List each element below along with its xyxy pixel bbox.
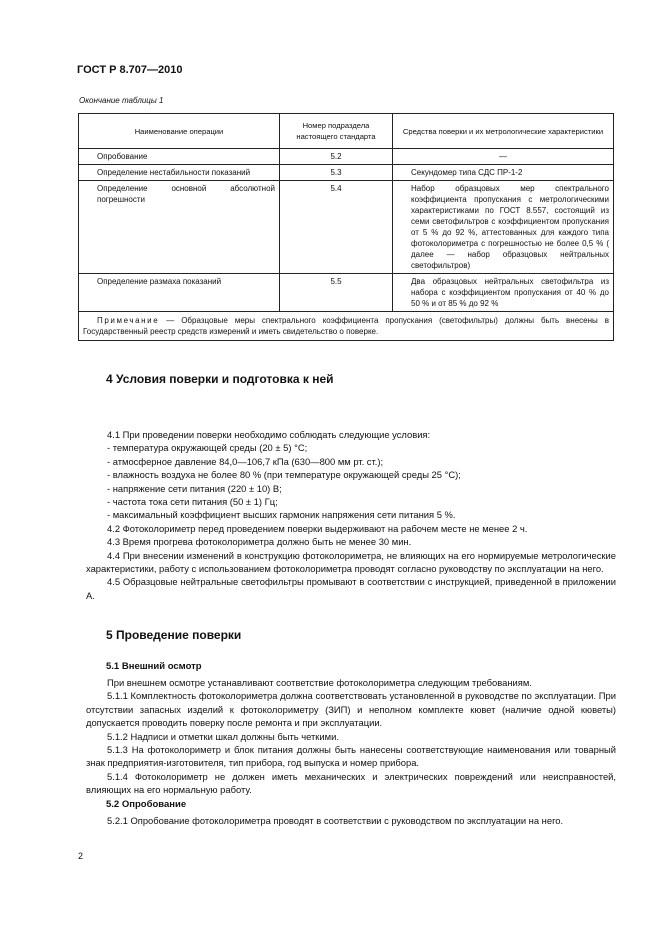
paragraph: 5.1.1 Комплектность фотоколориметра должна соответствовать установленной в руководстве по эксплуатации. При отсутствии запасных изделий к фотоколориметру (ЗИП) и неполном комплекте кювет (наличие одной кюветы) допускается проводить поверку после ремонта и при эксплуатации. <box>86 690 616 729</box>
condition-item: - частота тока сети питания (50 ± 1) Гц; <box>107 496 278 508</box>
cell-operation: Определение основной абсолютной погрешности <box>79 181 280 274</box>
condition-item: - влажность воздуха не более 80 % (при температуре окружающей среды 25 °С); <box>107 469 461 481</box>
table-row <box>79 274 614 312</box>
note-label: Примечание <box>97 316 160 325</box>
section-5-1-body <box>86 676 616 797</box>
table-row <box>79 165 614 181</box>
condition-item: - максимальный коэффициент высших гармоник напряжения сети питания 5 %. <box>107 509 456 521</box>
section-4-body <box>86 428 616 602</box>
cell-subsection: 5.2 <box>280 149 393 165</box>
cell-operation: Опробование <box>79 149 280 165</box>
cell-operation: Определение размаха показаний <box>79 274 280 312</box>
paragraph: 4.3 Время прогрева фотоколориметра должно быть не менее 30 мин. <box>107 536 412 548</box>
cell-subsection: 5.3 <box>280 165 393 181</box>
table-caption: Окончание таблицы 1 <box>79 96 164 105</box>
cell-means: — <box>393 149 614 165</box>
paragraph: 4.4 При внесении изменений в конструкцию фотоколориметра, не влияющих на его нормируемые метрологические характеристики, работу с использованием фотоколориметра проводят согласно руководству по эксплуатации на него. <box>86 549 616 575</box>
cell-subsection: 5.4 <box>280 181 393 274</box>
paragraph: 5.2.1 Опробование фотоколориметра проводят в соответствии с руководством по эксплуатации на него. <box>107 815 564 826</box>
condition-item: - напряжение сети питания (220 ± 10) В; <box>107 482 282 494</box>
header-subsection: Номер подраздела настоящего стандарта <box>280 114 393 149</box>
paragraph: 4.5 Образцовые нейтральные светофильтры промывают в соответствии с инструкцией, приведенной в приложении А. <box>86 576 616 601</box>
header-operation: Наименование операции <box>79 114 280 149</box>
cell-means: Набор образцовых мер спектрального коэффициента пропускания с метрологическими характеристиками по ГОСТ 8.557, состоящий из семи светофильтров с коэффициентом пропускания от 5 % до 92 %, аттестованных для каждого типа фотоколориметра с погрешностью не более 0,5 % ( далее — набор образцовых нейтральных светофильтров) <box>393 181 614 274</box>
condition-item: - температура окружающей среды (20 ± 5) °С; <box>107 442 308 454</box>
operations-table <box>78 113 614 341</box>
table-header-row <box>79 114 614 149</box>
page-number: 2 <box>78 851 84 861</box>
condition-item: - атмосферное давление 84,0—106,7 кПа (630—800 мм рт. ст.); <box>107 455 384 467</box>
paragraph: 5.1.2 Надписи и отметки шкал должны быть четкими. <box>107 730 339 742</box>
cell-subsection: 5.5 <box>280 274 393 312</box>
paragraph: 4.1 При проведении поверки необходимо соблюдать следующие условия: <box>107 429 431 440</box>
cell-operation: Определение нестабильности показаний <box>79 165 280 181</box>
paragraph: 4.2 Фотоколориметр перед проведением поверки выдерживают на рабочем месте не менее 2 ч. <box>107 522 528 534</box>
table-row <box>79 181 614 274</box>
table-row <box>79 149 614 165</box>
standard-header: ГОСТ Р 8.707—2010 <box>77 64 183 76</box>
header-means: Средства поверки и их метрологические характеристики <box>393 114 614 149</box>
section-4-title: 4 Условия поверки и подготовка к ней <box>106 372 334 386</box>
subsection-5-2-title: 5.2 Опробование <box>106 799 187 810</box>
subsection-5-1-title: 5.1 Внешний осмотр <box>106 661 202 672</box>
cell-means: Два образцовых нейтральных светофильтра из набора с коэффициентом пропускания от 40 % до 50 % и от 85 % до 92 % <box>393 274 614 312</box>
table-note <box>79 312 614 341</box>
paragraph: При внешнем осмотре устанавливают соответствие фотоколориметра следующим требованиям. <box>107 677 532 688</box>
table-note-row <box>79 312 614 341</box>
section-5-title: 5 Проведение поверки <box>106 628 242 642</box>
section-5-2-body <box>86 814 616 827</box>
note-text: — Образцовые меры спектрального коэффициента пропускания (светофильтры) должны быть внесены в Государственный реестр средств измерений и иметь свидетельство о поверке. <box>83 316 609 336</box>
paragraph: 5.1.4 Фотоколориметр не должен иметь механических и электрических повреждений или неисправностей, влияющих на его нормальную работу. <box>86 770 616 796</box>
cell-means: Секундомер типа СДС ПР-1-2 <box>393 165 614 181</box>
paragraph: 5.1.3 На фотоколориметр и блок питания должны быть нанесены соответствующие наименования или товарный знак предприятия-изготовителя, тип прибора, год выпуска и номер прибора. <box>86 744 616 769</box>
